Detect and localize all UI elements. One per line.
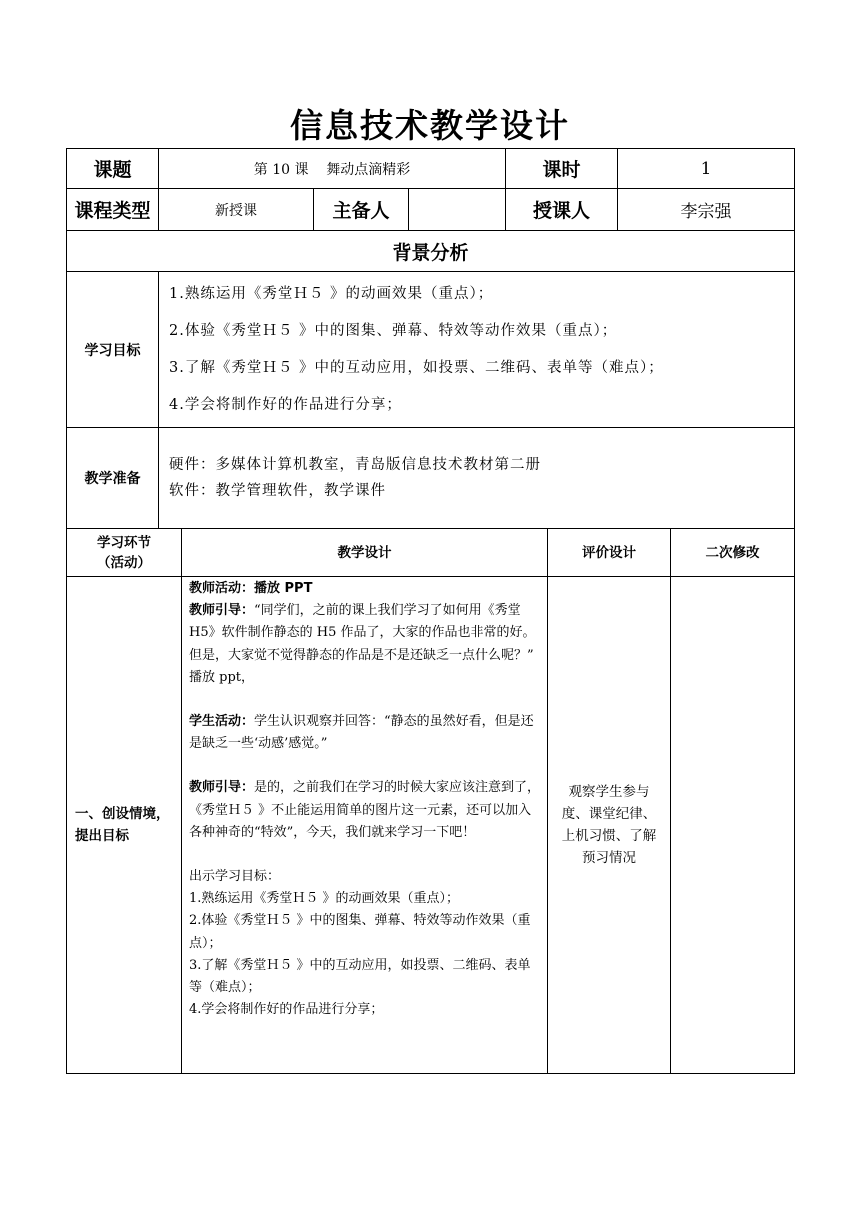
- topic-value: 第 10 课 舞动点滴精彩: [159, 149, 506, 189]
- student-activity: 学生活动：学生认识观察并回答：“静态的虽然好看，但是还是缺乏一些‘动感’感觉。”: [189, 714, 534, 752]
- goals-list: [159, 272, 795, 428]
- teacher-activity: 教师活动：播放 PPT: [189, 581, 313, 596]
- goal-item: 2.体验《秀堂Ｈ５ 》中的图集、弹幕、特效等动作效果（重点）；: [169, 322, 618, 339]
- goal-item: 1.熟练运用《秀堂Ｈ５ 》的动画效果（重点）；: [169, 285, 494, 302]
- goal-line: 3.了解《秀堂Ｈ５ 》中的互动应用，如投票、二维码、表单等（难点）；: [189, 957, 531, 996]
- design-header: 教学设计: [182, 529, 548, 577]
- course-type-value: 新授课: [159, 189, 314, 231]
- eval-cell: 观察学生参与度、课堂纪律、上机习惯、了解预习情况: [548, 577, 671, 1074]
- planner-value: [409, 189, 506, 231]
- course-type-label: 课程类型: [67, 189, 159, 231]
- hours-value: 1: [618, 149, 795, 189]
- goals-intro: 出示学习目标：: [189, 869, 281, 885]
- teacher-value: 李宗强: [618, 189, 795, 231]
- play-ppt: 播放 ppt，: [189, 669, 255, 685]
- prep-list: [159, 428, 795, 529]
- prep-label: 教学准备: [67, 428, 159, 529]
- prep-item: 硬件：多媒体计算机教室，青岛版信息技术教材第二册: [169, 457, 541, 473]
- stage-header: 学习环节（活动）: [67, 529, 182, 577]
- process-table: [66, 528, 795, 1074]
- teacher-label: 授课人: [506, 189, 618, 231]
- stage-cell: 一、创设情境，提出目标: [67, 577, 182, 1074]
- background-heading: 背景分析: [67, 231, 795, 272]
- goals-label: 学习目标: [67, 272, 159, 428]
- eval-header: 评价设计: [548, 529, 671, 577]
- teacher-guide-2: 教师引导：是的，之前我们在学习的时候大家应该注意到了，《秀堂Ｈ５ 》不止能运用简单的图片这一元素，还可以加入各种神奇的“特效”，今天，我们就来学习一下吧！: [189, 780, 541, 840]
- revise-header: 二次修改: [671, 529, 795, 577]
- goal-line: 1.熟练运用《秀堂Ｈ５ 》的动画效果（重点）；: [189, 891, 460, 907]
- teacher-guide-1: 教师引导：“同学们，之前的课上我们学习了如何用《秀堂 H5》软件制作静态的 H5 作品了，大家的作品也非常的好。但是，大家觉不觉得静态的作品是不是还缺乏一点什么呢？”: [189, 603, 536, 663]
- goal-line: 2.体验《秀堂Ｈ５ 》中的图集、弹幕、特效等动作效果（重点）；: [189, 913, 531, 951]
- goal-item: 4.学会将制作好的作品进行分享；: [169, 396, 402, 413]
- topic-label: 课题: [67, 149, 159, 189]
- revise-cell: [671, 577, 795, 1074]
- lesson-info-table: [66, 148, 795, 529]
- goal-item: 3.了解《秀堂Ｈ５ 》中的互动应用，如投票、二维码、表单等（难点）；: [169, 359, 664, 376]
- planner-label: 主备人: [314, 189, 409, 231]
- hours-label: 课时: [506, 149, 618, 189]
- page-title: 信息技术教学设计: [290, 106, 570, 145]
- design-cell: [182, 577, 548, 1074]
- prep-item: 软件：教学管理软件，教学课件: [169, 483, 386, 499]
- goal-line: 4.学会将制作好的作品进行分享；: [189, 1002, 384, 1018]
